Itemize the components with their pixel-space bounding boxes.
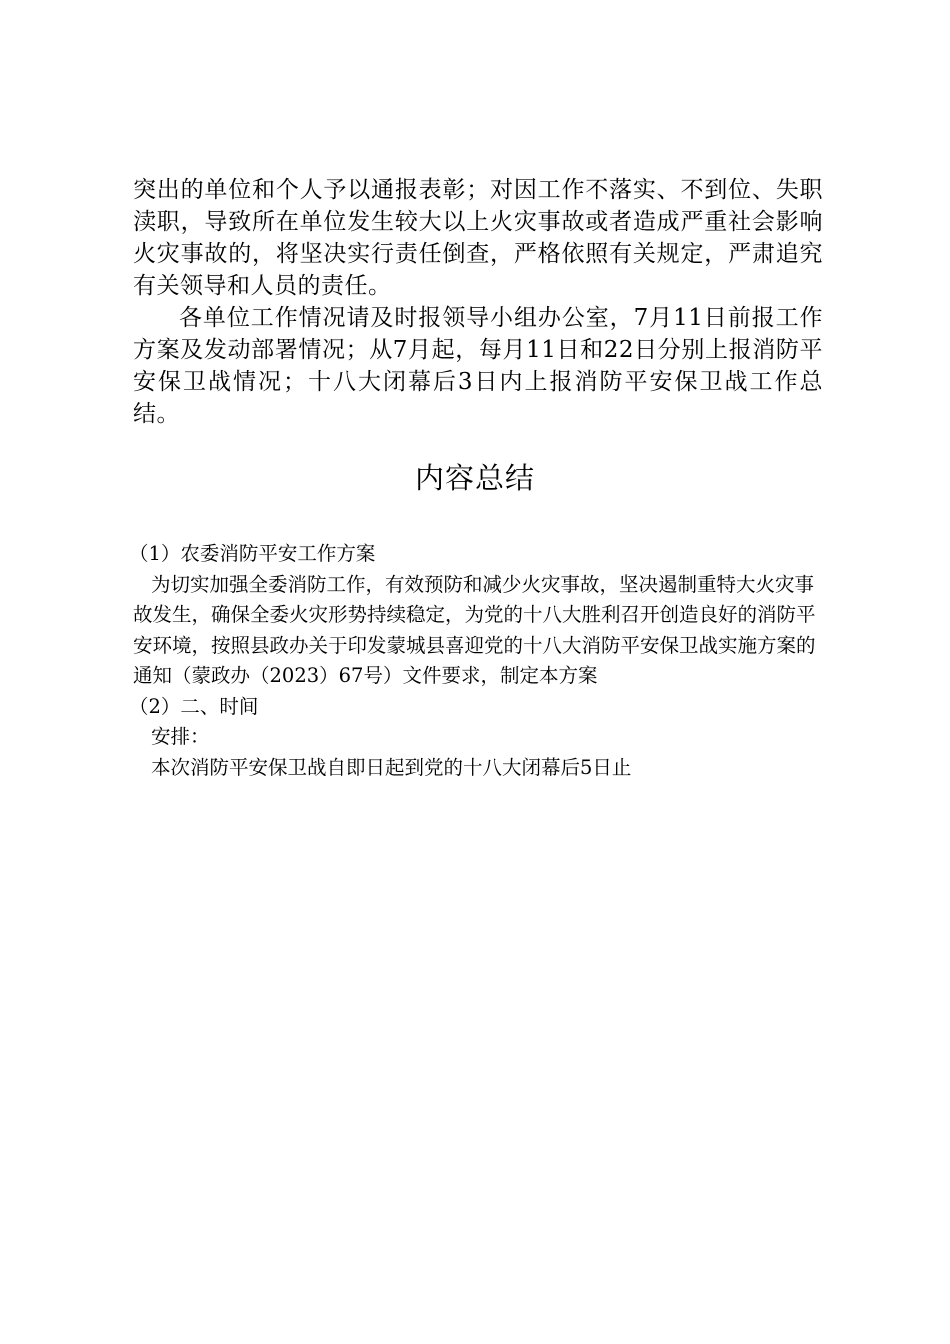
- summary-item-2-heading: （2）二、时间: [129, 694, 259, 718]
- summary-item-1-heading: （1）农委消防平安工作方案: [129, 542, 376, 565]
- summary-item-1-body: 为切实加强全委消防工作，有效预防和减少火灾事故，坚决遏制重特大火灾事故发生，确保全委火灾形势持续稳定，为党的十八大胜利召开创造良好的消防平安环境，按照县政办关于印发蒙城县喜迎党的十八大消防平安保卫战实施方案的通知（蒙政办（2023）67号）文件要求，制定本方案: [133, 572, 816, 687]
- summary-title: 内容总结: [414, 461, 535, 495]
- summary-section: [129, 539, 833, 783]
- body-paragraph-continued: 突出的单位和个人予以通报表彰；对因工作不落实、不到位、失职渎职，导致所在单位发生较大以上火灾事故或者造成严重社会影响火灾事故的，将坚决实行责任倒查，严格依照有关规定，严肃追究有关领导和人员的责任。: [133, 177, 823, 299]
- summary-item-2-line-2: 本次消防平安保卫战自即日起到党的十八大闭幕后5日止: [151, 755, 632, 779]
- summary-item-2-line-1: 安排：: [151, 725, 210, 748]
- body-paragraph-reporting: 各单位工作情况请及时报领导小组办公室，7月11日前报工作方案及发动部署情况；从7月起，每月11日和22日分别上报消防平安保卫战情况；十八大闭幕后3日内上报消防平安保卫战工作总结。: [133, 305, 823, 427]
- body-section: [133, 174, 823, 430]
